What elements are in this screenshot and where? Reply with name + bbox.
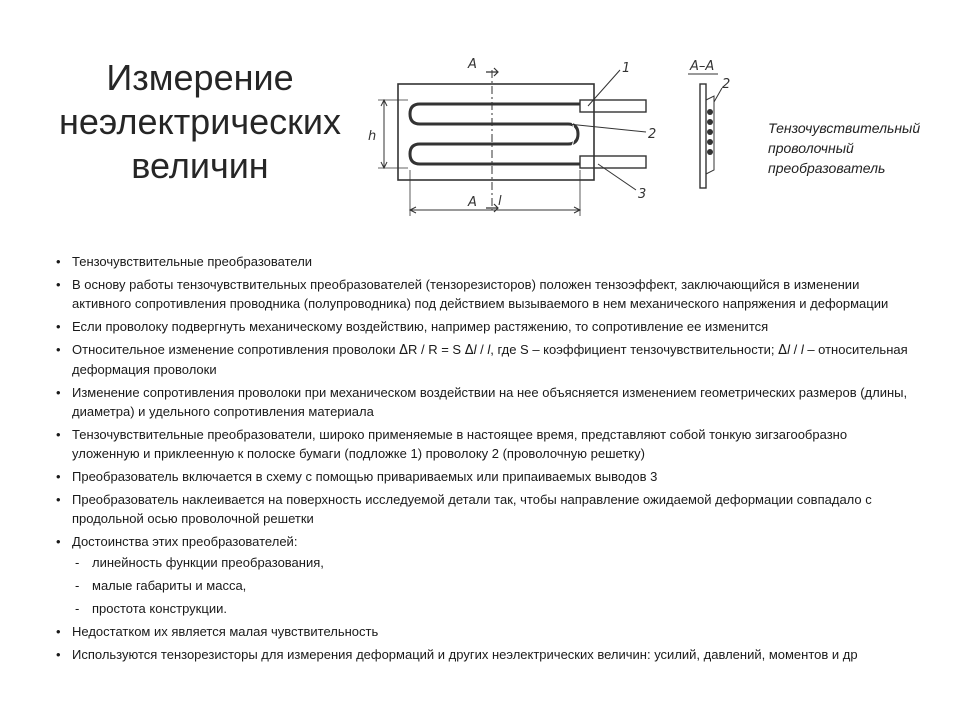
advantages-heading: Достоинства этих преобразователей:	[72, 534, 298, 549]
formula-text: – относительная деформация проволоки	[72, 342, 908, 377]
wire-grid	[410, 104, 580, 164]
title-line-1: Измерение	[106, 57, 294, 98]
delta-symbol: Δ	[778, 343, 788, 358]
lead-bottom	[580, 156, 646, 168]
advantages-list	[72, 553, 916, 618]
leader-label-2: 2	[648, 127, 657, 142]
delta-symbol: Δ	[464, 343, 474, 358]
strain-gauge-drawing	[358, 50, 758, 240]
advantage-item: - малые габариты и масса,	[72, 576, 916, 595]
formula-text: Относительное изменение сопротивления проволоки	[72, 342, 400, 357]
formula-var: l	[800, 342, 804, 357]
formula-text: , где S – коэффициент тензочувствительности;	[490, 342, 779, 357]
section-view-label: A–A	[690, 59, 715, 74]
section-view-label-2: 2	[722, 77, 731, 92]
bullet-item: • Преобразователь включается в схему с помощью привариваемых или припаиваемых выводов 3	[56, 467, 916, 486]
advantage-item: - линейность функции преобразования,	[72, 553, 916, 572]
leader-label-3: 3	[638, 187, 647, 202]
lead-top	[580, 100, 646, 112]
leader-2	[568, 124, 646, 132]
wire-grid-inner	[414, 108, 580, 160]
figure-caption: Тензочувствительный проволочный преобразователь	[768, 120, 921, 176]
bullet-item-formula	[56, 340, 916, 379]
bullet-item: • Тензочувствительные преобразователи, широко применяемые в настоящее время, представляют собой тонкую зигзагообразно уложенную и приклеенную к полоске бумаги (подложке 1) проволоку 2 (проволочную решетку)	[56, 425, 916, 463]
delta-symbol: Δ	[399, 343, 408, 358]
slide-title	[40, 56, 360, 188]
formula-text: R / R = S	[408, 342, 465, 357]
dim-h-label: h	[368, 129, 377, 144]
bullet-item: • Если проволоку подвергнуть механическому воздействию, например растяжению, то сопротивление ее изменится	[56, 317, 916, 336]
bullet-item: • Преобразователь наклеивается на поверхность исследуемой детали так, чтобы направление ожидаемой деформации совпадало с продольной осью проволочной решетки	[56, 490, 916, 528]
section-view-wires	[707, 109, 713, 155]
title-line-3: величин	[131, 145, 269, 186]
formula-var: l	[787, 342, 790, 357]
formula-var: l	[473, 342, 477, 357]
bullet-list	[56, 252, 916, 668]
substrate-rect	[398, 84, 594, 180]
bullet-item-advantages	[56, 532, 916, 618]
title-line-2: неэлектрических	[59, 101, 341, 142]
leader-label-1: 1	[622, 61, 631, 76]
bullet-item: • В основу работы тензочувствительных преобразователей (тензорезисторов) положен тензоэффект, заключающийся в изменении активного сопротивления проводника (полупроводника) под действием вызываемого в нем механического напряжения и деформации	[56, 275, 916, 313]
dim-l-label: l	[498, 194, 502, 209]
bullet-item: • Изменение сопротивления проволоки при механическом воздействии на нее объясняется изменением геометрических размеров (длины, диаметра) и удельного сопротивления материала	[56, 383, 916, 421]
section-view-strip	[700, 84, 706, 188]
section-view-leader	[714, 88, 722, 102]
section-label-top: A	[468, 57, 477, 72]
section-label-bottom: A	[468, 195, 477, 210]
bullet-item: • Тензочувствительные преобразователи	[56, 252, 916, 271]
formula-text: /	[789, 342, 801, 357]
advantage-item: - простота конструкции.	[72, 599, 916, 618]
formula-text: /	[476, 342, 488, 357]
formula-var: l	[487, 342, 491, 357]
bullet-item: • Недостатком их является малая чувствительность	[56, 622, 916, 641]
bullet-item: • Используются тензорезисторы для измерения деформаций и других неэлектрических величин: усилий, давлений, моментов и др	[56, 645, 916, 664]
